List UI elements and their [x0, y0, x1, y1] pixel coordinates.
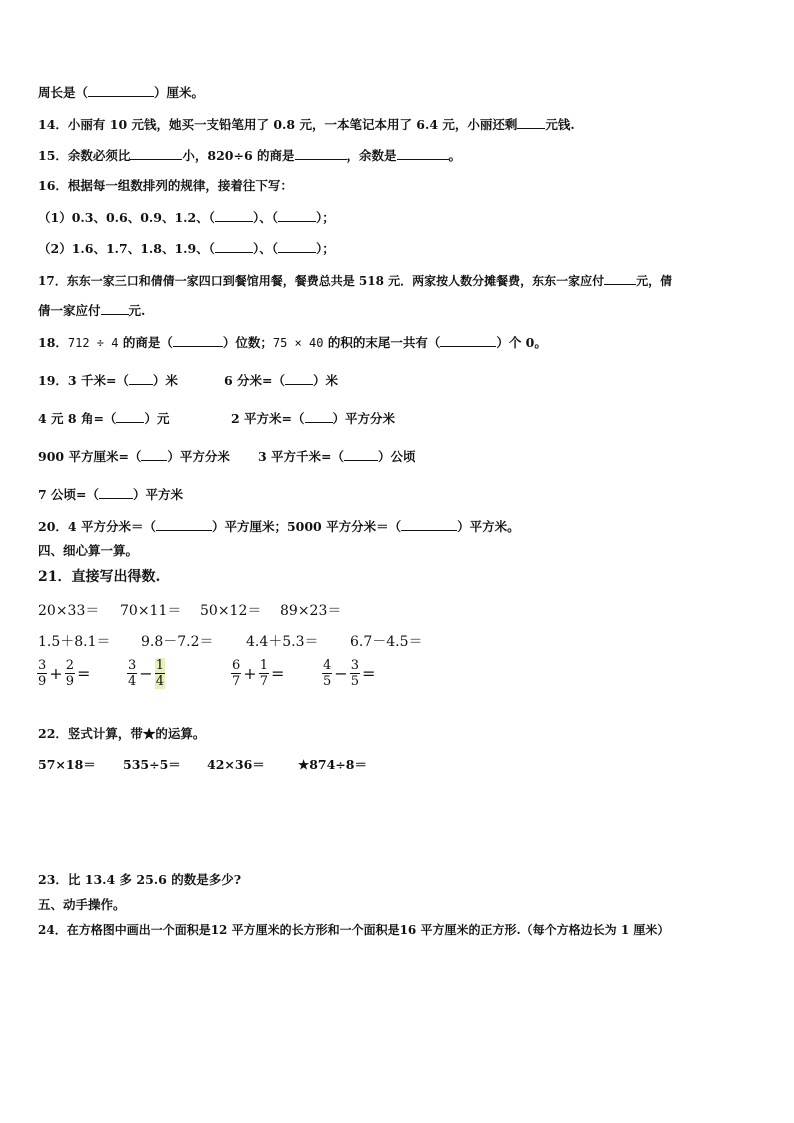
question-19-item-1: 19．3 千米=（ ）米 [38, 373, 178, 388]
question-19-item-5: 900 平方厘米=（ ）平方分米 [38, 449, 230, 464]
calc-item: 6.7－4.5＝ [350, 634, 423, 650]
answer-blank[interactable] [285, 372, 313, 385]
calc-item: 535÷5＝ [123, 757, 181, 772]
fraction-item: $\frac{4}{5}$ − $\frac{3}{5}$ = [323, 658, 376, 689]
question-17-line-1: 17．东东一家三口和倩倩一家四口到餐馆用餐，餐费总共是 518 元．两家按人数分摊餐费，东东一家应付 元，倩 [38, 274, 673, 288]
calc-item: 4.4＋5.3＝ [246, 634, 319, 650]
question-16-line-1: （1）0.3、0.6、0.9、1.2、（ ）、（ ）； [38, 210, 335, 225]
question-19-item-4: 2 平方米=（ ）平方分米 [231, 411, 396, 426]
calc-item: ★874÷8＝ [298, 757, 367, 772]
answer-blank[interactable] [215, 240, 253, 253]
answer-blank[interactable] [517, 116, 545, 129]
question-14: 14．小丽有 10 元钱，她买一支铅笔用了 0.8 元，一本笔记本用了 6.4 元，小丽还剩 元钱. [38, 117, 575, 132]
answer-blank[interactable] [401, 518, 457, 531]
answer-blank[interactable] [116, 410, 144, 423]
question-18: 18．712 ÷ 4 的商是（ ）位数；75 × 40 的积的末尾一共有（ ）个 0。 [38, 335, 547, 350]
answer-blank[interactable] [440, 334, 496, 347]
answer-blank[interactable] [173, 334, 223, 347]
answer-blank[interactable] [129, 372, 153, 385]
question-20: 20．4 平方分米＝（ ）平方厘米；5000 平方分米＝（ ）平方米。 [38, 519, 520, 534]
answer-blank[interactable] [88, 84, 154, 97]
answer-blank[interactable] [278, 240, 316, 253]
answer-blank[interactable] [344, 448, 378, 461]
question-19-item-3: 4 元 8 角=（ ）元 [38, 411, 170, 426]
question-19-item-6: 3 平方千米=（ ）公顷 [258, 449, 416, 464]
fraction-item: $\frac{3}{9}$ + $\frac{2}{9}$ = [38, 658, 91, 689]
calc-item: 42×36＝ [207, 757, 265, 772]
section-4-heading: 四、细心算一算。 [38, 543, 139, 558]
fraction-item: $\frac{6}{7}$ + $\frac{1}{7}$ = [232, 658, 285, 689]
answer-blank[interactable] [156, 518, 212, 531]
answer-blank[interactable] [305, 410, 333, 423]
question-22-title: 22．竖式计算，带★的运算。 [38, 726, 206, 741]
section-5-heading: 五、动手操作。 [38, 897, 126, 912]
answer-blank[interactable] [278, 209, 316, 222]
answer-blank[interactable] [141, 448, 167, 461]
answer-blank[interactable] [130, 147, 182, 160]
question-23: 23．比 13.4 多 25.6 的数是多少? [38, 872, 242, 887]
calc-item: 9.8－7.2＝ [141, 634, 214, 650]
question-19-item-2: 6 分米=（ ）米 [224, 373, 339, 388]
question-24: 24．在方格图中画出一个面积是12 平方厘米的长方形和一个面积是16 平方厘米的正方形.（每个方格边长为 1 厘米） [38, 923, 670, 937]
calc-item: 57×18＝ [38, 757, 96, 772]
answer-blank[interactable] [604, 272, 636, 285]
answer-blank[interactable] [99, 486, 133, 499]
calc-item: 89×23＝ [280, 603, 342, 619]
answer-blank[interactable] [101, 302, 129, 315]
calc-item: 50×12＝ [200, 603, 262, 619]
fraction-item: $\frac{3}{4}$ − $\frac{1}{4}$ [128, 658, 164, 689]
calc-item: 20×33＝ [38, 603, 100, 619]
question-16-title: 16．根据每一组数排列的规律，接着往下写： [38, 178, 293, 193]
question-19-item-7: 7 公顷=（ ）平方米 [38, 487, 184, 502]
question-16-line-2: （2）1.6、1.7、1.8、1.9、（ ）、（ ）； [38, 241, 335, 256]
question-15: 15．余数必须比 小，820÷6 的商是 ，余数是 。 [38, 148, 462, 163]
answer-blank[interactable] [215, 209, 253, 222]
calc-item: 1.5＋8.1＝ [38, 634, 111, 650]
question-21-title: 21．直接写出得数. [38, 569, 161, 585]
answer-blank[interactable] [397, 147, 449, 160]
calc-item: 70×11＝ [120, 603, 182, 619]
q13-line: 周长是（ ）厘米。 [38, 85, 205, 100]
answer-blank[interactable] [295, 147, 347, 160]
question-17-line-2: 倩一家应付 元. [38, 303, 146, 318]
